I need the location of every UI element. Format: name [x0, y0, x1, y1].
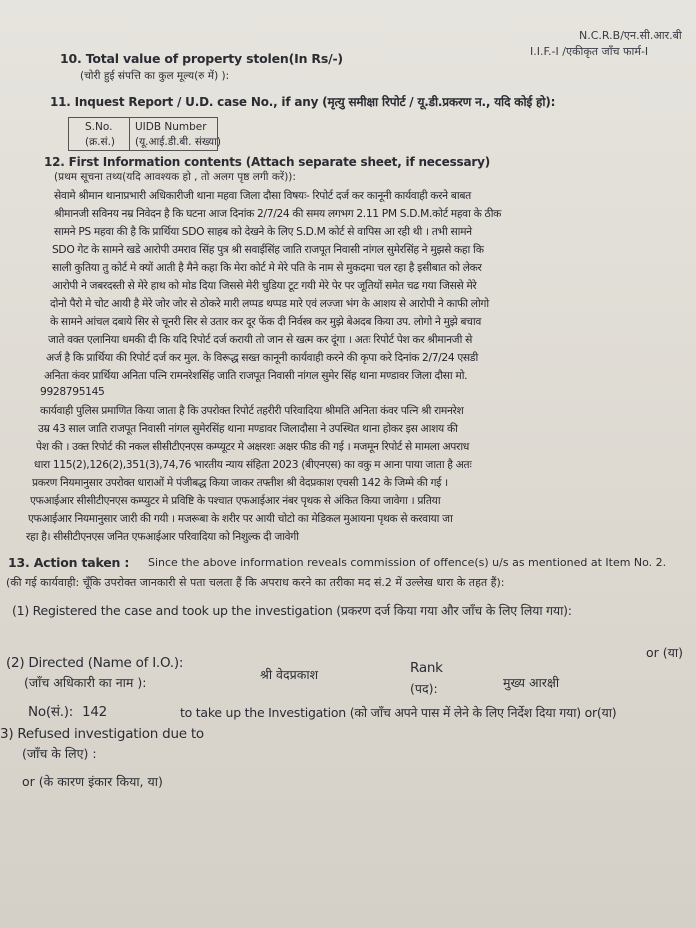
item-11-heading: 11. Inquest Report / U.D. case No., if any (मृत्यु समीक्षा रिपोर्ट / यू.डी.प्रकरण न., यदि कोई हो): — [50, 95, 556, 109]
option-3-refused-label: 3) Refused investigation due to — [0, 726, 204, 742]
uidb-label-hindi: (यू.आई.डी.बी. संख्या) — [135, 136, 221, 148]
fir-line: श्रीमानजी सविनय नम्र निवेदन है कि घटना आज दिनांक 2/7/24 की समय लगभग 2.11 PM S.D.M.कोर्ट महवा के ठीक — [54, 207, 501, 220]
option-1-registered: (1) Registered the case and took up the investigation (प्रकरण दर्ज किया गया और जाँच के लिए लिया गया): — [12, 603, 572, 618]
fir-line: पेश की । उक्त रिपोर्ट की नकल सीसीटीएनएस कम्प्यूटर मे अक्षरशः अक्षर फीड की गई । मजमून रिपोर्ट से मामला अपराध — [36, 440, 470, 453]
fir-line: साली कुतिया तु कोर्ट मे क्यों आती है मैने कहा कि मेरा कोर्ट मे मेरे पति के नाम से मुकदमा चल रहा है इसीबात को लेकर — [52, 261, 482, 274]
io-number-value: 142 — [82, 704, 108, 720]
fir-line: रहा है। सीसीटीएनएस जनित एफआईआर परिवादिया को निशुल्क दी जावेगी — [26, 530, 299, 543]
option-2-directed-label: (2) Directed (Name of I.O.): — [6, 655, 184, 671]
fir-line: दोनो पैरो मे चोट आयी है मेरे जोर जोर से ठोकरे मारी लप्पड थप्पड मारे एवं लज्जा भंग के आशय से आरोपी ने काफी लोगो — [50, 297, 489, 310]
item-10-subheading: (चोरी हुई संपत्ति का कुल मूल्य(रु में) ): — [80, 70, 230, 82]
fir-line: एफआईआर सीसीटीएनएस कम्प्युटर मे प्रविष्टि के पश्चात एफआईआर नंबर पृथक से अंकित किया जावेगा । प्रतिया — [30, 494, 441, 507]
rank-value: मुख्य आरक्षी — [503, 675, 560, 690]
fir-line: जाते वक्त एलानिया धमकी दी कि यदि रिपोर्ट दर्ज करायी तो जान से खत्म कर दूंगा । अतः रिपोर्ट पेश कर श्रीमानजी से — [48, 333, 472, 346]
fir-line: सामने PS महवा की है कि प्रार्थिया SDO साहब को देखने के लिए S.D.M कोर्ट से वापिस आ रही थी । तभी सामने — [54, 225, 472, 238]
option-3-refused-label-hindi: (जाँच के लिए) : — [22, 746, 97, 761]
uidb-label: UIDB Number — [135, 121, 207, 133]
item-10-heading: 10. Total value of property stolen(In Rs/-) — [60, 51, 343, 66]
fir-line: सेवामे श्रीमान थानाप्रभारी अधिकारीजी थाना महवा जिला दौसा विषयः- रिपोर्ट दर्ज कर कानूनी कार्यवाही करने बाबत — [54, 189, 471, 202]
sno-label: S.No. — [85, 121, 113, 133]
fir-line: के सामने आंचल दबाये सिर से चूनरी सिर से उतार कर दूर फेंक दी निर्वस्त्र कर मुझे बेअदब किया उप. लोगो ने मुझे बचाव — [50, 315, 481, 328]
fir-line: प्रकरण नियमानुसार उपरोक्त धाराओं मे पंजीबद्ध किया जाकर तफ्तीश श्री वेदप्रकाश एचसी 142 के जिम्मे की गई । — [32, 476, 448, 489]
fir-line: कार्यवाही पुलिस प्रमाणित किया जाता है कि उपरोक्त रिपोर्ट तहरीरी परिवादिया श्रीमति अनिता कंवर पत्नि श्री रामनरेश — [40, 404, 464, 417]
fir-line: एफआईआर नियमानुसार जारी की गयी । मजरूबा के शरीर पर आयी चोटो का मेडिकल मुआयना पृथक से करवाया जा — [28, 512, 453, 525]
fir-line: उम्र 43 साल जाति राजपूत निवासी नांगल सुमेरसिंह थाना मण्डावर जिलादौसा ने उपस्थित थाना होकर इस आशय की — [38, 422, 458, 435]
item-12-heading: 12. First Information contents (Attach separate sheet, if necessary) — [44, 155, 491, 169]
form-title: I.I.F.-I /एकीकृत जाँच फार्म-I — [530, 45, 649, 58]
option-3-or-refused: or (के कारण इंकार किया, या) — [22, 774, 163, 789]
item-13-heading-rest: Since the above information reveals commission of offence(s) u/s as mentioned at Item No. 2. — [148, 556, 667, 569]
item-13-subheading: (की गई कार्यवाही: चूँकि उपरोक्त जानकारी से पता चलता हैं कि अपराध करने का तरीका मद सं.2 में उल्लेख धारा के तहत हैं): — [6, 576, 505, 589]
sno-label-hindi: (क्र.सं.) — [85, 136, 116, 148]
fir-line: अनिता कंवर प्रार्थिया अनिता पत्नि रामनरेशसिंह जाति राजपूत निवासी नांगल सुमेर सिंह थाना मण्डावर जिला दौसा मो. — [44, 369, 468, 382]
investigation-directive: to take up the Investigation (को जाँच अपने पास में लेने के लिए निर्देश दिया गया) or(या) — [180, 705, 617, 720]
io-number-label: No(सं.): — [28, 704, 74, 720]
or-label: or (या) — [646, 645, 684, 660]
fir-line: धारा 115(2),126(2),351(3),74,76 भारतीय न्याय संहिता 2023 (बीएनएस) का वकु म आना पाया जाता है अतः — [34, 458, 472, 471]
fir-line: SDO गेट के सामने खडे आरोपी उमराव सिंह पुत्र श्री सवाईसिंह जाति राजपूत निवासी नांगल सुमेरसिंह ने मुझसे कहा कि — [52, 243, 484, 256]
option-2-directed-label-hindi: (जाँच अधिकारी का नाम ): — [24, 675, 147, 690]
item-12-subheading: (प्रथम सूचना तथ्य(यदि आवश्यक हो , तो अलग पृष्ठ लगी करें)): — [54, 171, 296, 183]
fir-line: आरोपी ने जबरदस्ती से मेरे हाथ को मोड दिया जिससे मेरी चुडिया टूट गयी मेरे पेर पर जूतियों समेत चढ गया जिससे मेरे — [52, 279, 477, 292]
fir-line: 9928795145 — [40, 385, 105, 398]
item-13-heading: 13. Action taken : — [8, 555, 130, 570]
rank-label-hindi: (पद): — [410, 681, 438, 696]
fir-line: अर्ज है कि प्रार्थिया की रिपोर्ट दर्ज कर मुल. के विरूद्ध सख्त कानूनी कार्यवाही करने की कृपा करे दिनांक 2/7/24 एसडी — [46, 351, 478, 364]
io-name: श्री वेदप्रकाश — [260, 667, 319, 682]
form-code: N.C.R.B/एन.सी.आर.बी — [579, 29, 682, 42]
rank-label: Rank — [410, 660, 443, 676]
uidb-table — [68, 117, 221, 151]
